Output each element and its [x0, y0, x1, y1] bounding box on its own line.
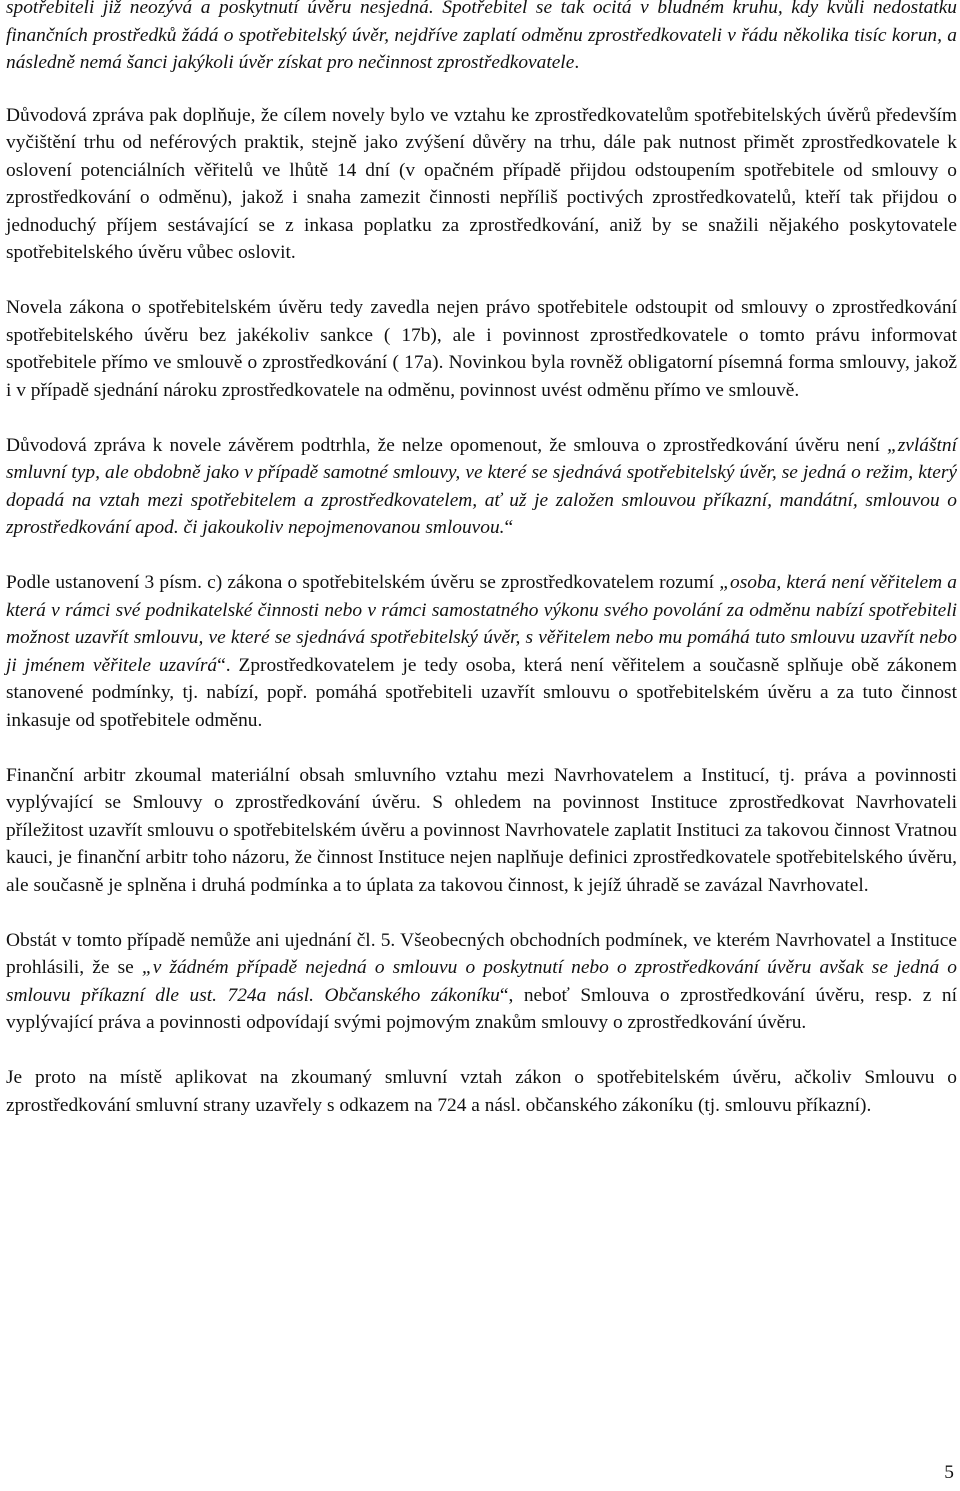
text-segment: Novela zákona o spotřebitelském úvěru tedy zavedla nejen právo spotřebitele odstoupit od smlouvy o zprostředkování spotřebitelského úvěru bez jakékoliv sankce ( 17b), ale i povinnost zprostředkovatele o tomto právu informovat spotřebitele přímo ve smlouvě o zprostředkování ( 17a). Novinkou byla rovněž obligatorní písemná forma smlouvy, jakož i v případě sjednání nároku zprostředkovatele na odměnu, povinnost uvést odměnu přímo ve smlouvě.: [6, 297, 957, 401]
paragraph: [6, 927, 957, 1037]
text-segment: Finanční arbitr zkoumal materiální obsah smluvního vztahu mezi Navrhovatelem a Institucí, tj. práva a povinnosti vyplývající se Smlouvy o zprostředkování úvěru. S ohledem na povinnost Instituce zprostředkovat Navrhovateli příležitost uzavřít smlouvu o spotřebitelském úvěru a povinnost Navrhovatele zaplatit Instituci za takovou činnost Vratnou kauci, je finanční arbitr toho názoru, že činnost Instituce nejen naplňuje definici zprostředkovatele spotřebitelského úvěru, ale současně je splněna i druhá podmínka a to úplata za takovou činnost, k jejíž úhradě se zavázal Navrhovatel.: [6, 764, 957, 896]
document-page: [6, 0, 957, 1119]
paragraph: [6, 294, 957, 404]
italic-text-segment: „v žádném případě nejedná o smlouvu o poskytnutí nebo o zprostředkování úvěru avšak se jedná o smlouvu příkazní dle ust. 724a násl. Občanského zákoníku: [6, 957, 957, 1006]
text-segment: Obstát v tomto případě nemůže ani ujednání čl. 5. Všeobecných obchodních podmínek, ve kterém Navrhovatel a Instituce prohlásili, že se: [6, 929, 957, 978]
text-segment: “: [504, 517, 514, 538]
text-segment: Důvodová zpráva k novele závěrem podtrhla, že nelze opomenout, že smlouva o zprostředkování úvěru není: [6, 434, 887, 456]
text-segment: .: [574, 52, 580, 73]
text-segment: Důvodová zpráva pak doplňuje, že cílem novely bylo ve vztahu ke zprostředkovatelům spotřebitelských úvěrů především vyčištění trhu od neférových praktik, stejně jako zvýšení důvěry na trhu, dále pak nutnost přimět zprostředkovatele k oslovení potenciálních věřitelů ve lhůtě 14 dní (v opačném případě přijdou odstoupením spotřebitele od smlouvy o zprostředkování o odměnu), jakož i snaha zamezit činnosti nepříliš poctivých zprostředkovatelů, kteří tak přijdou o jednoduchý příjem sestávající se z inkasa poplatku za zprostředkování, aniž by se snažili nějakého poskytovatele spotřebitelského úvěru vůbec oslovit.: [6, 104, 957, 263]
paragraph: [6, 762, 957, 900]
paragraph: [6, 0, 957, 77]
text-segment: Podle ustanovení 3 písm. c) zákona o spotřebitelském úvěru se zprostředkovatelem rozumí: [6, 572, 720, 593]
paragraph: [6, 1064, 957, 1119]
paragraph: [6, 432, 957, 542]
paragraph: [6, 569, 957, 734]
italic-text-segment: „osoba, která není věřitelem a která v rámci své podnikatelské činnosti nebo v rámci samostatného výkonu svého povolání za odměnu nabízí spotřebiteli možnost uzavřít smlouvu, ve které se sjednává spotřebitelský úvěr, s věřitelem nebo mu pomáhá tuto smlouvu uzavřít nebo ji jménem věřitele uzavírá: [6, 572, 957, 676]
text-segment: Je proto na místě aplikovat na zkoumaný smluvní vztah zákon o spotřebitelském úvěru, ačkoliv Smlouvu o zprostředkování smluvní strany uzavřely s odkazem na 724 a násl. občanského zákoníku (tj. smlouvu příkazní).: [6, 1067, 957, 1116]
text-segment: “, neboť Smlouva o zprostředkování úvěru, resp. z ní vyplývající práva a povinnosti odpovídají svými pojmovým znakům smlouvy o zprostředkování úvěru.: [6, 984, 957, 1033]
document-body: [6, 0, 957, 1119]
paragraph: [6, 102, 957, 267]
page-number: 5: [944, 1462, 954, 1483]
text-segment: “. Zprostředkovatelem je tedy osoba, která není věřitelem a současně splňuje obě zákonem stanovené podmínky, tj. nabízí, popř. pomáhá spotřebiteli uzavřít smlouvu o spotřebitelském úvěru a za tuto činnost inkasuje od spotřebitele odměnu.: [6, 654, 957, 731]
italic-text-segment: spotřebiteli již neozývá a poskytnutí úvěru nesjedná. Spotřebitel se tak ocitá v bludném kruhu, kdy kvůli nedostatku finančních prostředků žádá o spotřebitelský úvěr, nejdříve zaplatí odměnu zprostředkovateli v řádu několika tisíc korun, a následně nemá šanci jakýkoli úvěr získat pro nečinnost zprostředkovatele: [6, 0, 957, 73]
italic-text-segment: „zvláštní smluvní typ, ale obdobně jako v případě samotné smlouvy, ve které se sjednává spotřebitelský úvěr, se jedná o režim, který dopadá na vztah mezi spotřebitelem a zprostředkovatelem, ať už je založen smlouvou příkazní, mandátní, smlouvou o zprostředkování apod. či jakoukoliv nepojmenovanou smlouvou.: [6, 434, 957, 538]
